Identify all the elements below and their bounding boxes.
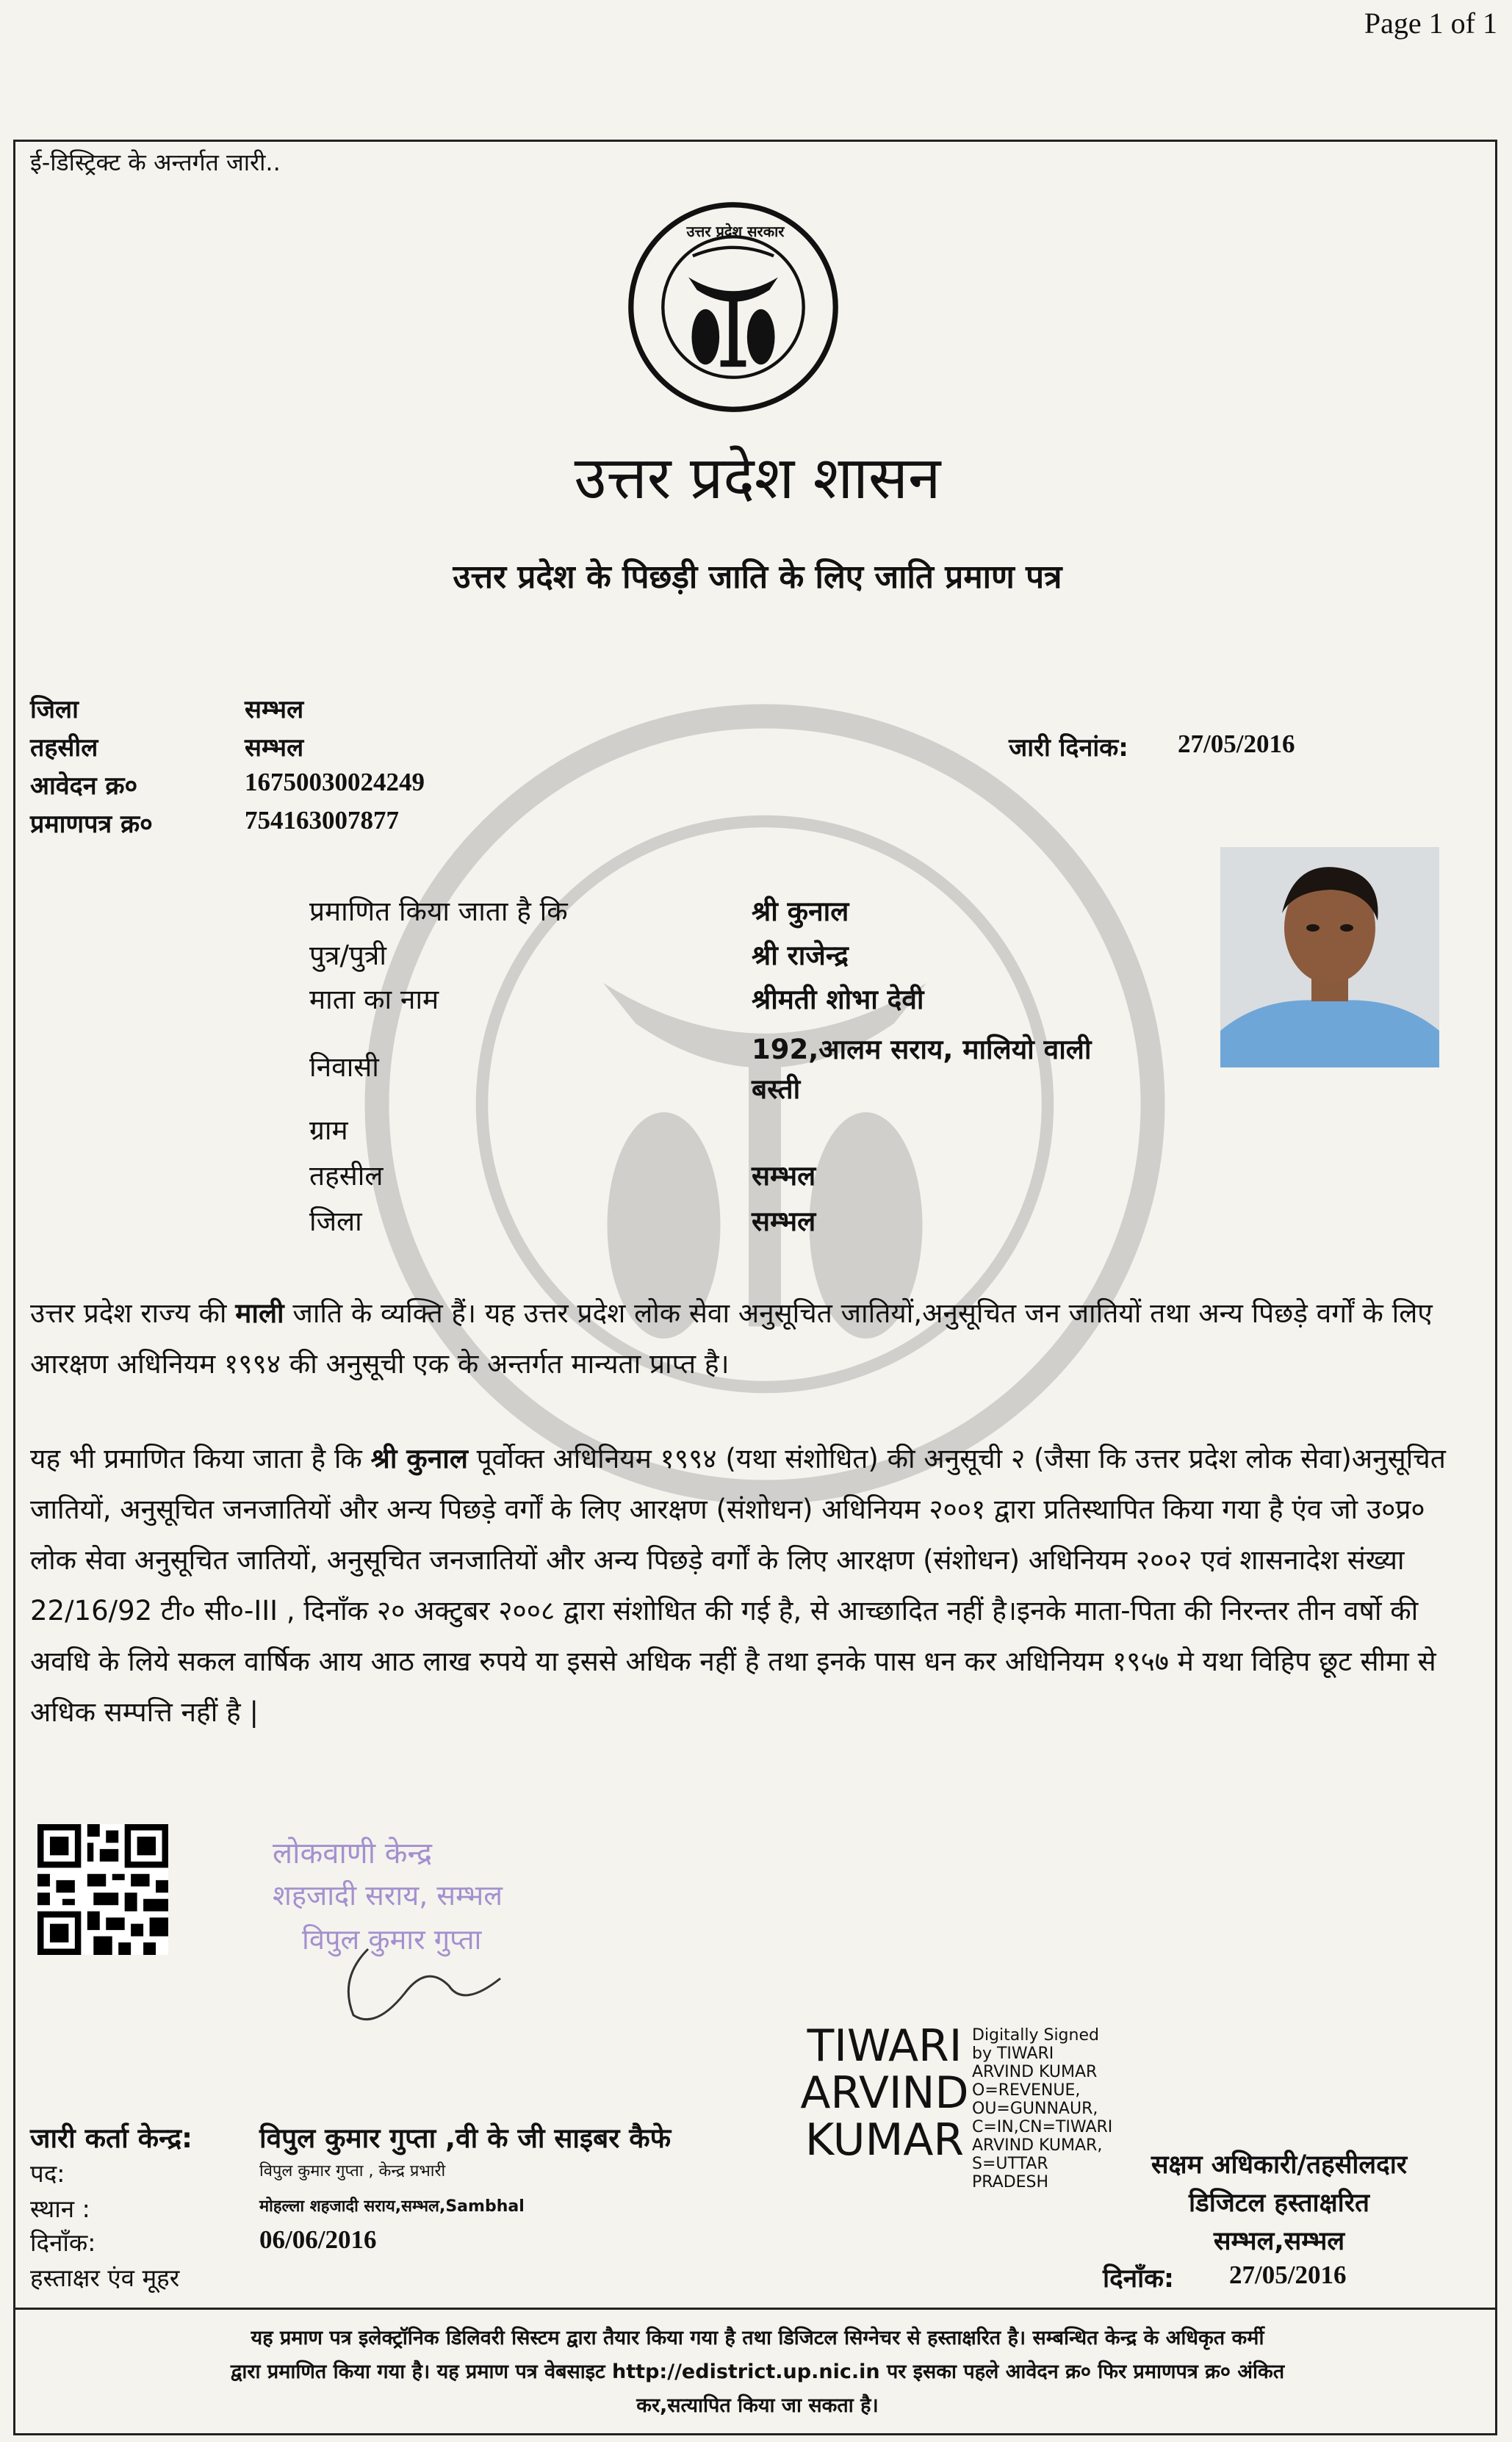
footer-divider	[15, 2308, 1497, 2310]
certificate-number-label: प्रमाणपत्र क्र०	[30, 810, 153, 839]
stamp-line2: शहजादी सराय, सम्भल	[273, 1879, 503, 1912]
stamp-line1: लोकवाणी केन्द्र	[273, 1837, 433, 1870]
person-icon	[1220, 847, 1439, 1067]
applicant-photo	[1220, 847, 1439, 1067]
stamp-line3: विपुल कुमार गुप्ता	[302, 1923, 482, 1956]
resident-address-line2: बस्ती	[752, 1073, 801, 1105]
certified-label: प्रमाणित किया जाता है कि	[309, 896, 568, 927]
certificate-title: उत्तर प्रदेश के पिछड़ी जाति के लिए जाति प्रमाण पत्र	[453, 558, 1062, 596]
authority-date-label: दिनाँक:	[1103, 2264, 1175, 2294]
detail-tehsil-value: सम्भल	[752, 1160, 816, 1192]
certificate-document	[13, 140, 1497, 2435]
caste-name: माली	[235, 1297, 284, 1329]
handwritten-signature-icon	[324, 1934, 530, 2037]
post-label: पद:	[30, 2159, 65, 2188]
mother-name-value: श्रीमती शोभा देवी	[752, 984, 924, 1015]
tehsil-label: तहसील	[30, 733, 98, 763]
issuer-date-value: 06/06/2016	[259, 2225, 377, 2254]
district-label: जिला	[30, 695, 79, 724]
father-name-value: श्री राजेन्द्र	[752, 940, 849, 971]
issue-date-label: जारी दिनांक:	[1009, 733, 1128, 763]
digital-signer-name: TIWARI ARVIND KUMAR	[800, 2020, 969, 2166]
detail-tehsil-label: तहसील	[309, 1160, 384, 1192]
village-label: ग्राम	[309, 1114, 348, 1146]
footer-note-line3: कर,सत्यापित किया जा सकता है।	[636, 2394, 879, 2417]
footer-note-line2: द्वारा प्रमाणित किया गया है। यह प्रमाण पत्र वेबसाइट http://edistrict.up.nic.in पर इसका पहले आवेदन क्र० फिर प्रमाणपत्र क्र० अंकित	[230, 2360, 1285, 2383]
son-daughter-label: पुत्र/पुत्री	[309, 940, 386, 971]
footer-note-line1: यह प्रमाण पत्र इलेक्ट्रॉनिक डिलिवरी सिस्टम द्वारा तैयार किया गया है तथा डिजिटल सिग्नेचर से हस्ताक्षरित है। सम्बन्धित केन्द्र के अधिकृत कर्मी	[251, 2327, 1264, 2349]
place-label: स्थान :	[30, 2194, 90, 2223]
issuer-date-label: दिनाँक:	[30, 2228, 96, 2257]
mother-name-label: माता का नाम	[309, 984, 439, 1015]
caste-paragraph: उत्तर प्रदेश राज्य की माली जाति के व्यक्ति हैं। यह उत्तर प्रदेश लोक सेवा अनुसूचित जातियों,अनुसूचित जन जातियों तथा अन्य पिछड़े वर्गों के लिए आरक्षण अधिनियम १९९४ की अनुसूची एक के अन्तर्गत मान्यता प्राप्त है।	[30, 1297, 1433, 1380]
applicant-name: श्री कुनाल	[370, 1443, 468, 1474]
page-indicator: Page 1 of 1	[1364, 7, 1497, 40]
tehsil-value: सम्भल	[245, 733, 304, 763]
edistrict-note: ई-डिस्ट्रिक्ट के अन्तर्गत जारी..	[30, 148, 281, 176]
qr-code-icon	[37, 1824, 168, 1955]
authority-date-value: 27/05/2016	[1229, 2261, 1347, 2289]
application-label: आवेदन क्र०	[30, 771, 138, 801]
detail-district-value: सम्भल	[752, 1206, 816, 1237]
emblem-text: उत्तर प्रदेश सरकार	[686, 223, 785, 240]
district-value: सम्भल	[245, 695, 304, 724]
place-value: मोहल्ला शहजादी सराय,सम्भल,Sambhal	[259, 2197, 525, 2216]
issuing-center-label: जारी कर्ता केन्द्र:	[30, 2122, 192, 2154]
detail-district-label: जिला	[309, 1206, 362, 1237]
digital-signature-details: Digitally Signed by TIWARI ARVIND KUMAR O=REVENUE, OU=GUNNAUR, C=IN,CN=TIWARI ARVIND KUMAR, S=UTTAR PRADESH	[972, 2026, 1113, 2191]
resident-address-line1: 192,आलम सराय, मालियो वाली	[752, 1034, 1092, 1065]
certification-paragraph: यह भी प्रमाणित किया जाता है कि श्री कुनाल पूर्वोक्त अधिनियम १९९४ (यथा संशोधित) की अनुसूची २ (जैसा कि उत्तर प्रदेश लोक सेवा)अनुसूचित जातियों, अनुसूचित जनजातियों और अन्य पिछड़े वर्गों के लिए आरक्षण (संशोधन) अधिनियम २००१ द्वारा प्रतिस्थापित किया गया है एंव जो उ०प्र० लोक सेवा अनुसूचित जातियों, अनुसूचित जनजातियों और अन्य पिछड़े वर्गों के लिए आरक्षण (संशोधन) अधिनियम २००२ एवं शासनादेश संख्या 22/16/92 टी० सी०-III , दिनाँक २० अक्टुबर २००८ द्वारा संशोधित की गई है, से आच्छादित नहीं है।इनके माता-पिता की निरन्तर तीन वर्षो की अवधि के लिये सकल वार्षिक आय आठ लाख रुपये या इससे अधिक नहीं है तथा इनके पास धन कर अधिनियम १९५७ मे यथा विहिप छूट सीमा से अधिक सम्पत्ति नहीं है |	[30, 1443, 1446, 1728]
certified-value: श्री कुनाल	[752, 896, 849, 927]
government-title: उत्तर प्रदेश शासन	[574, 444, 941, 512]
signature-seal-label: हस्ताक्षर एंव मूहर	[30, 2263, 180, 2292]
issuing-center-value: विपुल कुमार गुप्ता ,वी के जी साइबर कैफे	[259, 2122, 672, 2154]
competent-authority: सक्षम अधिकारी/तहसीलदार डिजिटल हस्ताक्षरित सम्भल,सम्भल	[1151, 2150, 1408, 2256]
certificate-number-value: 754163007877	[245, 806, 399, 835]
post-value: विपुल कुमार गुप्ता , केन्द्र प्रभारी	[259, 2162, 446, 2180]
application-value: 16750030024249	[245, 768, 425, 796]
issue-date-value: 27/05/2016	[1178, 730, 1295, 758]
resident-label: निवासी	[309, 1051, 379, 1083]
